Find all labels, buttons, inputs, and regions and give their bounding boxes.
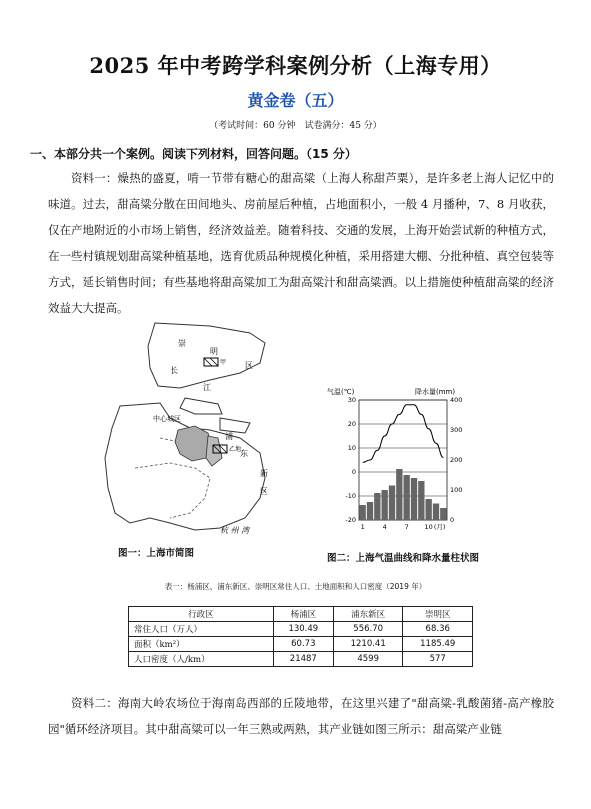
table-cell: 人口密度（人/km） <box>129 652 274 667</box>
month-tick-label: 10 <box>424 523 433 531</box>
precipitation-bar <box>433 504 439 521</box>
chongming-island <box>148 323 265 388</box>
month-unit-label: (月) <box>433 523 446 531</box>
temp-tick-label: -10 <box>345 492 356 500</box>
paper-subtitle: 黄金卷（五） <box>247 91 344 110</box>
table-cell: 4599 <box>333 652 403 667</box>
table-header-cell: 浦东新区 <box>333 607 403 622</box>
table-cell: 1210.41 <box>333 637 403 652</box>
precip-tick-label: 200 <box>450 456 463 464</box>
month-tick-label: 7 <box>404 523 409 531</box>
climate-chart <box>325 385 475 545</box>
temp-axis-label: 气温(℃) <box>327 388 355 396</box>
precipitation-bar <box>389 486 395 521</box>
shanghai-map <box>100 318 320 540</box>
precip-tick-label: 100 <box>450 486 463 494</box>
figure1-caption: 图一：上海市简图 <box>118 548 195 559</box>
table-cell: 21487 <box>273 652 333 667</box>
material-one: 资料一：燥热的盛夏，啃一节带有糖心的甜高粱（上海人称甜芦粟），是许多老上海人记忆中的味道。过去，甜高粱分散在田间地头、房前屋后种植，占地面积小，一般 4 月播种，7、8 月收获，仅在产地附近的小市场上销售，经济效益差。随着科技、交通的发展，上海开始尝试新的种植方式，在一些村镇规划甜高粱种植基地，选育优质品种规模化种植，采用搭建大棚、分批种植、真空包装等方式，延长销售时间；有些基地将甜高粱加工为甜高粱汁和甜高粱酒。以上措施使种植甜高粱的经济效益大大提高。 <box>48 171 554 315</box>
table-cell: 常住人口（万人） <box>129 622 274 637</box>
exam-info: （考试时间：60 分钟 试卷满分：45 分） <box>209 121 382 131</box>
precipitation-bar <box>374 493 380 520</box>
section-heading: 一、本部分共一个案例。阅读下列材料，回答问题。（15 分） <box>30 147 357 161</box>
map-label: 明 <box>210 347 218 356</box>
table-header-row <box>129 607 473 622</box>
temp-tick-label: 30 <box>347 396 356 404</box>
table-cell: 1185.49 <box>403 637 473 652</box>
month-tick-label: 4 <box>382 523 387 531</box>
precip-tick-label: 400 <box>450 396 463 404</box>
map-label: 东 <box>240 449 248 458</box>
map-label: 浦 <box>225 432 233 441</box>
map-label: 区 <box>245 361 253 370</box>
material-two: 资料二：海南大岭农场位于海南岛西部的丘陵地带，在这里兴建了"甜高粱-乳酸菌猪-高产橡胶园"循环经济项目。其中甜高粱可以一年三熟或两熟，其产业链如图三所示：甜高粱产业链 <box>48 696 554 736</box>
page-title: 2025 年中考跨学科案例分析（上海专用） <box>89 53 502 78</box>
precipitation-bar <box>411 478 417 520</box>
precip-tick-label: 0 <box>450 516 455 524</box>
temp-tick-label: 0 <box>351 468 356 476</box>
figure2-caption: 图二：上海气温曲线和降水量柱状图 <box>327 553 480 564</box>
precipitation-bar <box>440 508 446 520</box>
district-boundary <box>135 463 210 518</box>
temp-tick-label: -20 <box>345 516 356 524</box>
map-label: 区 <box>260 487 268 496</box>
table-caption: 表一：杨浦区、浦东新区、崇明区常住人口、土地面积和人口密度（2019 年） <box>164 582 427 591</box>
table-cell: 556.70 <box>333 622 403 637</box>
temp-tick-label: 10 <box>347 444 356 452</box>
table-header-cell: 行政区 <box>129 607 274 622</box>
table-row <box>129 652 473 667</box>
temperature-curve <box>363 405 444 463</box>
table-cell: 面积（km²） <box>129 637 274 652</box>
table-cell: 130.49 <box>273 622 333 637</box>
temp-tick-label: 20 <box>347 420 356 428</box>
population-table <box>128 606 473 667</box>
table-header-cell: 崇明区 <box>403 607 473 622</box>
mainland-outline <box>105 403 265 530</box>
table-cell: 577 <box>403 652 473 667</box>
map-label: 崇 <box>178 339 186 348</box>
map-label: 中心城区 <box>153 415 181 423</box>
month-tick-label: 1 <box>360 523 365 531</box>
small-island <box>220 418 250 433</box>
precipitation-bar <box>396 469 402 520</box>
map-label: 江 <box>203 383 211 392</box>
precipitation-bar <box>360 505 366 520</box>
small-island <box>180 398 222 414</box>
map-label: 乙地 <box>229 446 242 453</box>
precipitation-bar <box>382 490 388 520</box>
table-cell: 60.73 <box>273 637 333 652</box>
table-row <box>129 637 473 652</box>
table-cell: 68.36 <box>403 622 473 637</box>
pudong-district <box>206 436 222 466</box>
precip-tick-label: 300 <box>450 426 463 434</box>
table-row <box>129 622 473 637</box>
table-header-cell: 杨浦区 <box>273 607 333 622</box>
precipitation-bar <box>418 481 424 520</box>
precipitation-bar <box>367 502 373 520</box>
precipitation-bar <box>426 499 432 520</box>
precip-axis-label: 降水量(mm) <box>415 388 456 396</box>
map-label: 新 <box>260 469 268 478</box>
map-label: 长 <box>170 366 178 375</box>
map-label: 甲 <box>220 359 227 366</box>
precipitation-bar <box>404 475 410 520</box>
map-label: 杭 州 湾 <box>220 526 250 535</box>
